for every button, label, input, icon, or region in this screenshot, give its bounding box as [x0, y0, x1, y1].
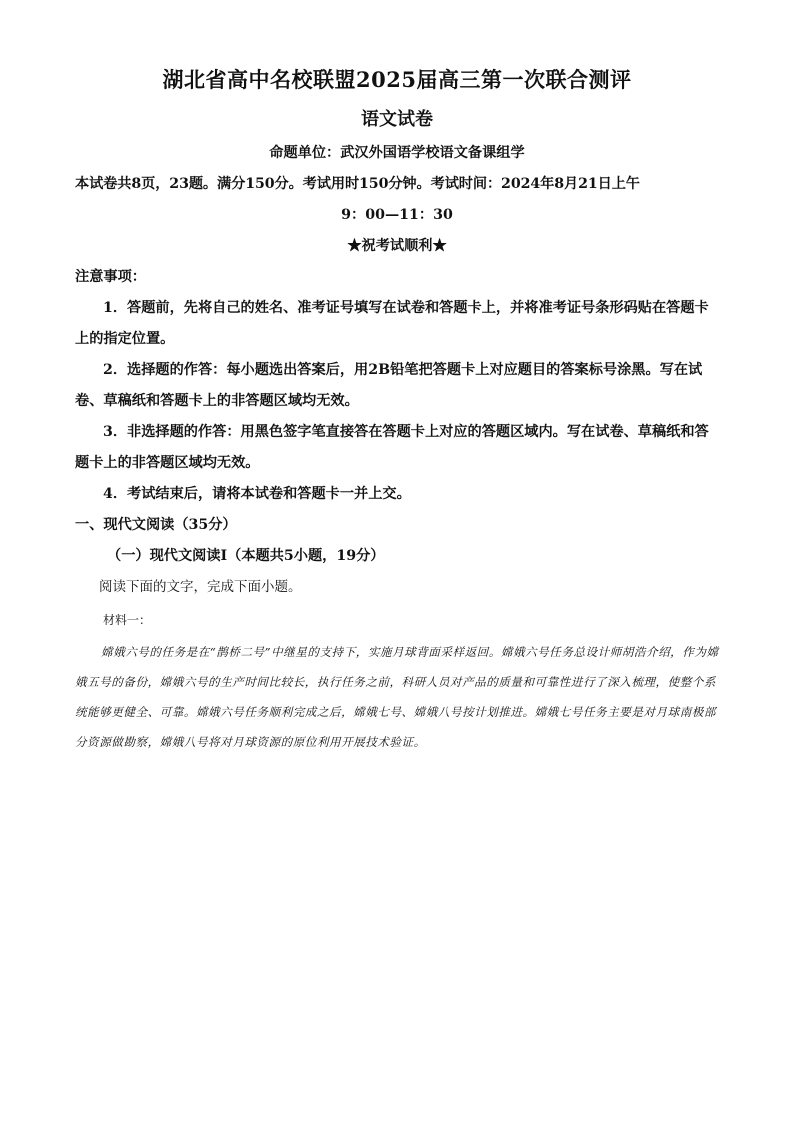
material-text: 嫦娥六号的任务是在“鹊桥二号”中继星的支持下，实施月球背面采样返回。嫦娥六号任务总设计师胡浩介绍，作为嫦娥五号的备份，嫦娥六号的生产时间比较长，执行任务之前，科研人员对产品的质量和可靠性进行了深入梳理，使整个系统能够更健全、可靠。嫦娥六号任务顺利完成之后，嫦娥七号、嫦娥八号按计划推进。嫦娥七号任务主要是对月球南极部分资源做勘察，嫦娥八号将对月球资源的原位利用开展技术验证。	[75, 645, 719, 749]
exam-info-line2: 9：00—11：30	[341, 207, 453, 223]
subsection-heading: （一）现代文阅读Ⅰ（本题共5小题，19分）	[107, 548, 385, 564]
blessing-text: ★祝考试顺利★	[347, 238, 447, 254]
note-item-3: 3．非选择题的作答：用黑色签字笔直接答在答题卡上对应的答题区域内。写在试卷、草稿纸和答题卡上的非答题区域均无效。	[75, 424, 709, 471]
reading-instruction: 阅读下面的文字，完成下面小题。	[99, 579, 302, 595]
note-item-1: 1．答题前，先将自己的姓名、准考证号填写在试卷和答题卡上，并将准考证号条形码贴在答题卡上的指定位置。	[75, 300, 709, 347]
notes-heading: 注意事项：	[75, 269, 146, 285]
material-label: 材料一：	[103, 613, 152, 627]
note-item-2: 2．选择题的作答：每小题选出答案后，用2B铅笔把答题卡上对应题目的答案标号涂黑。写在试卷、草稿纸和答题卡上的非答题区域均无效。	[75, 362, 703, 409]
exam-title: 湖北省高中名校联盟2025届高三第一次联合测评	[162, 67, 632, 92]
exam-page	[75, 66, 719, 757]
author-unit: 命题单位：武汉外国语学校语文备课组学	[269, 145, 525, 161]
exam-subtitle: 语文试卷	[361, 109, 433, 130]
note-item-4: 4．考试结束后，请将本试卷和答题卡一并上交。	[103, 486, 411, 502]
section-heading: 一、现代文阅读（35分）	[75, 517, 237, 533]
exam-info-line1: 本试卷共8页，23题。满分150分。考试用时150分钟。考试时间：2024年8月21日上午	[75, 176, 640, 192]
